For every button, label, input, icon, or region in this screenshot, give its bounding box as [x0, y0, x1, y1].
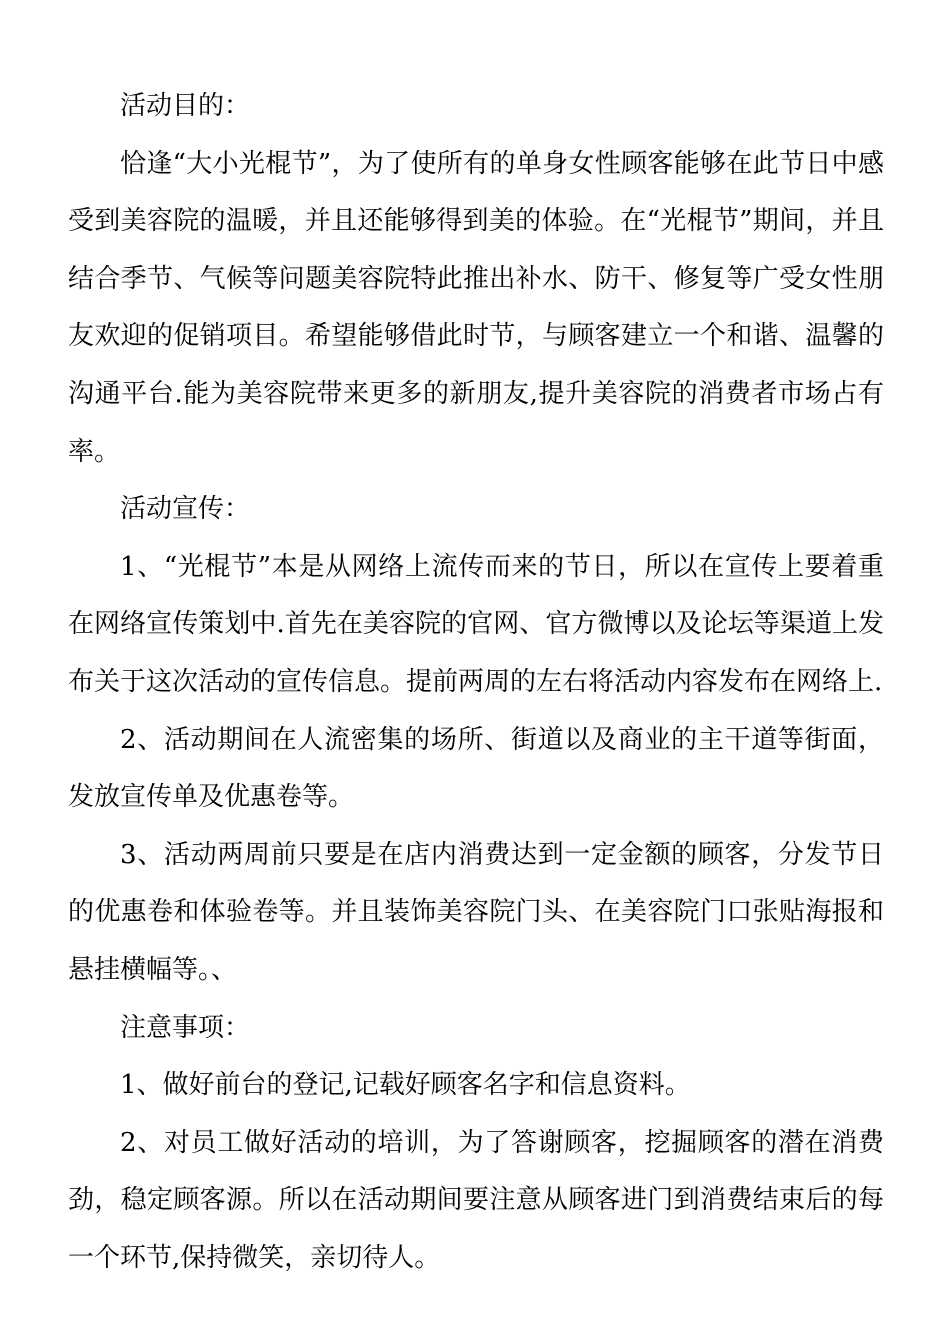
section-heading-purpose: 活动目的： [120, 91, 251, 121]
promotion-item-2: 2、活动期间在人流密集的场所、街道以及商业的主干道等街面，发放宣传单及优惠卷等。 [68, 724, 884, 813]
document-page [68, 78, 884, 1287]
promotion-item-3: 3、活动两周前只要是在店内消费达到一定金额的顾客，分发节日的优惠卷和体验卷等。并且装饰美容院门头、在美容院门口张贴海报和悬挂横幅等。、 [68, 839, 884, 985]
promotion-item-1: 1、“光棍节”本是从网络上流传而来的节日，所以在宣传上要着重在网络宣传策划中.首先在美容院的官网、官方微博以及论坛等渠道上发布关于这次活动的宣传信息。提前两周的左右将活动内容发布在网络上. [68, 551, 884, 697]
purpose-paragraph: 恰逢“大小光棍节”，为了使所有的单身女性顾客能够在此节日中感受到美容院的温暖，并且还能够得到美的体验。在“光棍节”期间，并且结合季节、气候等问题美容院特此推出补水、防干、修复等广受女性朋友欢迎的促销项目。希望能够借此时节，与顾客建立一个和谐、温馨的沟通平台.能为美容院带来更多的新朋友,提升美容院的消费者市场占有率。 [68, 148, 884, 467]
section-heading-notes: 注意事项： [120, 1012, 251, 1043]
notes-item-2: 2、对员工做好活动的培训，为了答谢顾客，挖掘顾客的潜在消费劲，稳定顾客源。所以在活动期间要注意从顾客进门到消费结束后的每一个环节,保持微笑，亲切待人。 [68, 1127, 884, 1273]
notes-item-1: 1、做好前台的登记,记载好顾客名字和信息资料。 [120, 1070, 691, 1101]
section-heading-promotion: 活动宣传： [120, 494, 251, 525]
